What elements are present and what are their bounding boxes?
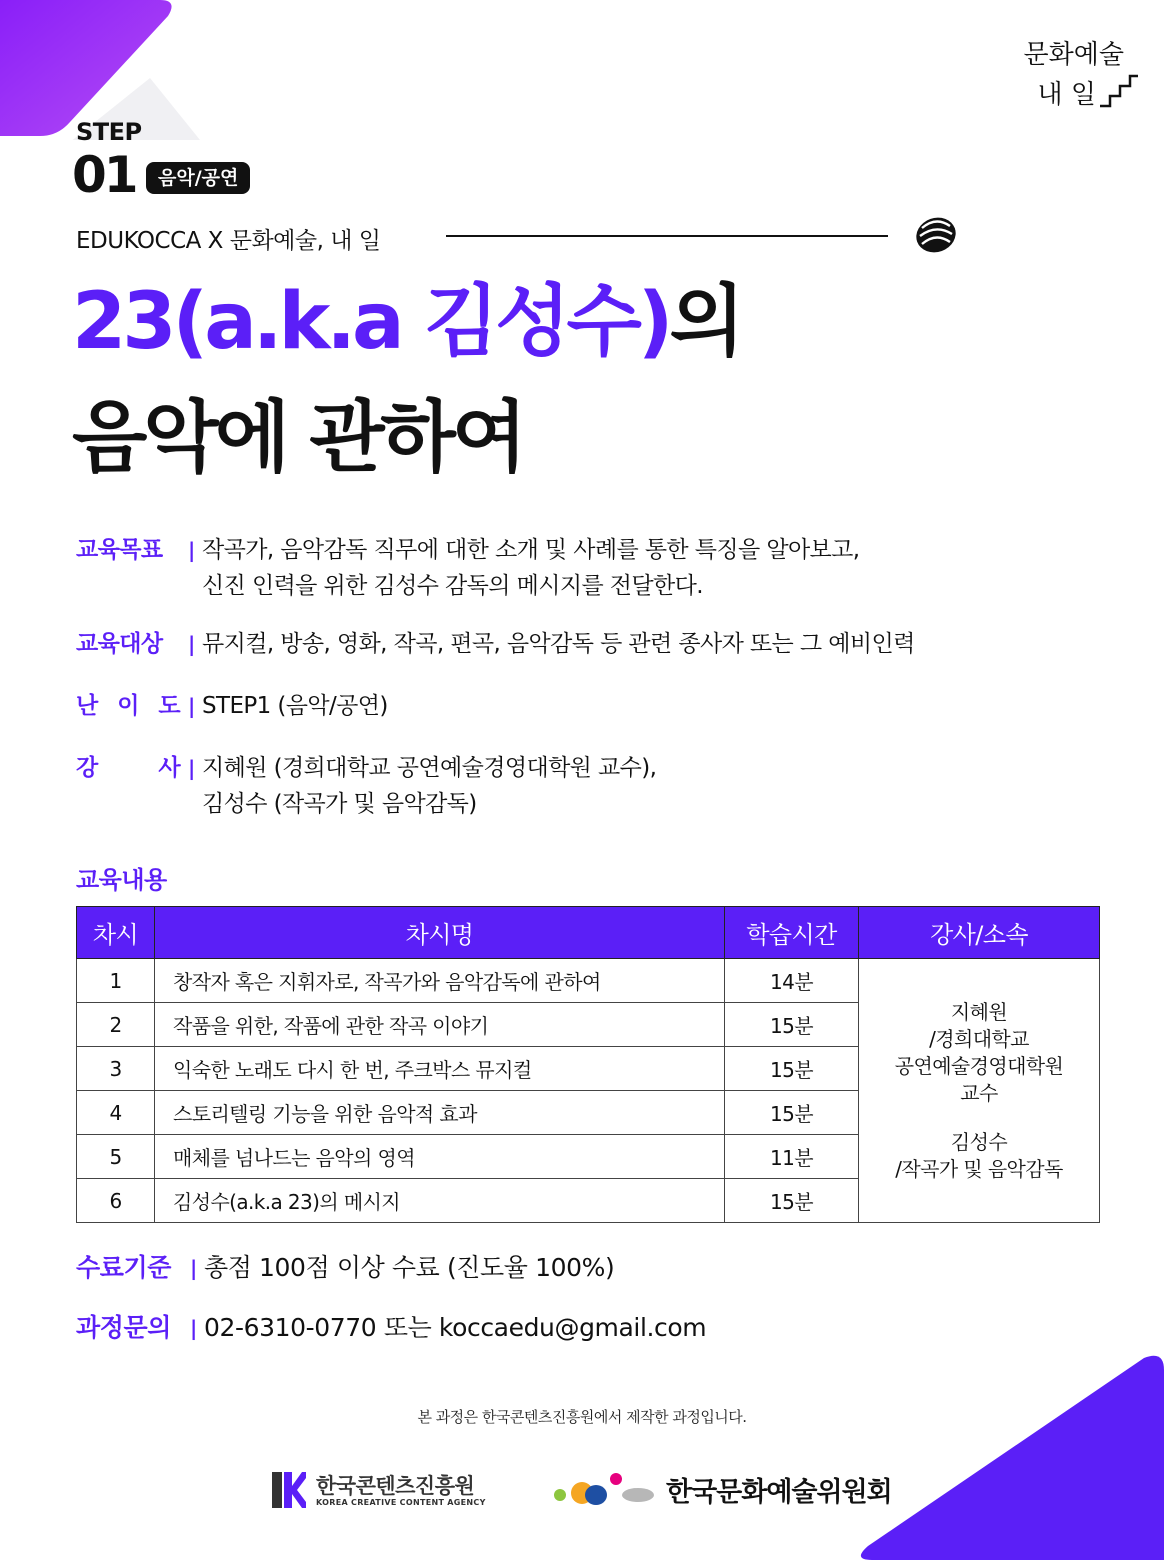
step-label: STEP xyxy=(76,118,142,146)
brand-logo-line1: 문화예술 xyxy=(1023,40,1124,70)
page-title-line2: 음악에 관하여 xyxy=(72,393,524,483)
step-number: 01 xyxy=(72,146,136,204)
header-session-title: 차시명 xyxy=(155,907,725,959)
instructor-a-line: 지혜원 xyxy=(950,999,1008,1024)
session-duration: 15분 xyxy=(725,1179,859,1223)
info-instructor-key xyxy=(76,750,188,822)
session-duration: 15분 xyxy=(725,1003,859,1047)
footer-note: 본 과정은 한국콘텐츠진흥원에서 제작한 과정입니다. xyxy=(417,1408,747,1426)
info-level-value: STEP1 (음악/공연) xyxy=(202,693,388,719)
info-goal-row xyxy=(76,532,860,604)
header-duration: 학습시간 xyxy=(725,907,859,959)
instructor-a-line: 교수 xyxy=(960,1080,998,1105)
spacer xyxy=(859,1107,1099,1129)
stairs-icon xyxy=(1098,64,1138,108)
completion-key: 수료기준 xyxy=(76,1253,172,1282)
info-level-key-char: 난 xyxy=(76,693,98,719)
info-separator: | xyxy=(188,632,195,656)
table-row xyxy=(77,959,1100,1003)
instructor-a-line: /경희대학교 xyxy=(929,1026,1029,1051)
arko-logo xyxy=(552,1466,892,1512)
completion-value: 총점 100점 이상 수료 (진도율 100%) xyxy=(204,1253,615,1282)
info-instructor-line: 김성수 (작곡가 및 음악감독) xyxy=(202,791,477,817)
instructor-b-line: /작곡가 및 음악감독 xyxy=(895,1156,1063,1181)
info-separator: | xyxy=(188,756,195,780)
info-target-row xyxy=(76,626,915,662)
completion-row xyxy=(76,1250,614,1286)
info-instructor-value xyxy=(202,750,656,822)
inquiry-value[interactable]: 02-6310-0770 또는 koccaedu@gmail.com xyxy=(204,1313,707,1342)
session-number: 3 xyxy=(77,1047,155,1091)
info-instructor-row xyxy=(76,750,656,822)
session-number: 5 xyxy=(77,1135,155,1179)
kocca-logo-english: KOREA CREATIVE CONTENT AGENCY xyxy=(316,1497,486,1507)
session-title: 익숙한 노래도 다시 한 번, 주크박스 뮤지컬 xyxy=(155,1047,725,1091)
curriculum-heading: 교육내용 xyxy=(76,866,167,894)
corner-decoration-bottom xyxy=(854,1350,1164,1560)
instructor-a-line: 공연예술경영대학원 xyxy=(894,1053,1064,1078)
instructor-b-line: 김성수 xyxy=(950,1129,1008,1154)
inquiry-row xyxy=(76,1310,706,1346)
session-duration: 11분 xyxy=(725,1135,859,1179)
info-goal-key: 교육목표 xyxy=(76,537,163,563)
info-level-key xyxy=(76,688,188,724)
brand-logo xyxy=(1008,34,1138,114)
table-header-row xyxy=(77,907,1100,959)
page-title-line1 xyxy=(72,272,741,372)
info-instructor-key-char: 강 xyxy=(76,755,98,781)
info-separator: | xyxy=(188,694,195,718)
info-goal-value xyxy=(202,532,860,604)
title-highlight: 23(a.k.a 김성수) xyxy=(72,277,670,367)
brand-logo-line2: 내 일 xyxy=(1037,80,1096,110)
session-number: 4 xyxy=(77,1091,155,1135)
arko-logo-icon xyxy=(552,1471,656,1507)
info-separator: | xyxy=(190,1256,197,1280)
session-title: 창작자 혹은 지휘자로, 작곡가와 음악감독에 관하여 xyxy=(155,959,725,1003)
header-session: 차시 xyxy=(77,907,155,959)
info-level-row xyxy=(76,688,388,724)
info-level-key-char: 이 xyxy=(117,693,139,719)
title-suffix: 의 xyxy=(669,277,741,367)
series-label: EDUKOCCA X 문화예술, 내 일 xyxy=(76,228,381,254)
kocca-logo xyxy=(272,1470,486,1510)
info-separator: | xyxy=(188,538,195,562)
info-separator: | xyxy=(190,1316,197,1340)
info-instructor-key-char: 사 xyxy=(158,755,180,781)
inquiry-key: 과정문의 xyxy=(76,1313,172,1342)
category-badge: 음악/공연 xyxy=(146,162,250,194)
session-number: 2 xyxy=(77,1003,155,1047)
session-title: 스토리텔링 기능을 위한 음악적 효과 xyxy=(155,1091,725,1135)
info-instructor-line: 지혜원 (경희대학교 공연예술경영대학원 교수), xyxy=(202,755,657,781)
session-duration: 14분 xyxy=(725,959,859,1003)
session-duration: 15분 xyxy=(725,1047,859,1091)
info-goal-line: 신진 인력을 위한 김성수 감독의 메시지를 전달한다. xyxy=(202,573,703,599)
instructor-cell xyxy=(859,959,1100,1223)
session-number: 6 xyxy=(77,1179,155,1223)
session-title: 작품을 위한, 작품에 관한 작곡 이야기 xyxy=(155,1003,725,1047)
curriculum-table xyxy=(76,906,1100,1223)
session-duration: 15분 xyxy=(725,1091,859,1135)
info-level-key-char: 도 xyxy=(158,693,180,719)
arko-logo-text: 한국문화예술위원회 xyxy=(666,1476,892,1508)
kocca-logo-korean: 한국콘텐츠진흥원 xyxy=(316,1473,475,1498)
info-target-key: 교육대상 xyxy=(76,631,163,657)
kocca-logo-icon xyxy=(272,1472,306,1508)
session-title: 김성수(a.k.a 23)의 메시지 xyxy=(155,1179,725,1223)
scribble-icon xyxy=(910,212,962,258)
session-number: 1 xyxy=(77,959,155,1003)
info-target-value: 뮤지컬, 방송, 영화, 작곡, 편곡, 음악감독 등 관련 종사자 또는 그 예비인력 xyxy=(202,631,915,657)
session-title: 매체를 넘나드는 음악의 영역 xyxy=(155,1135,725,1179)
divider-line xyxy=(446,235,888,237)
header-instructor: 강사/소속 xyxy=(859,907,1100,959)
info-goal-line: 작곡가, 음악감독 직무에 대한 소개 및 사례를 통한 특징을 알아보고, xyxy=(202,537,860,563)
